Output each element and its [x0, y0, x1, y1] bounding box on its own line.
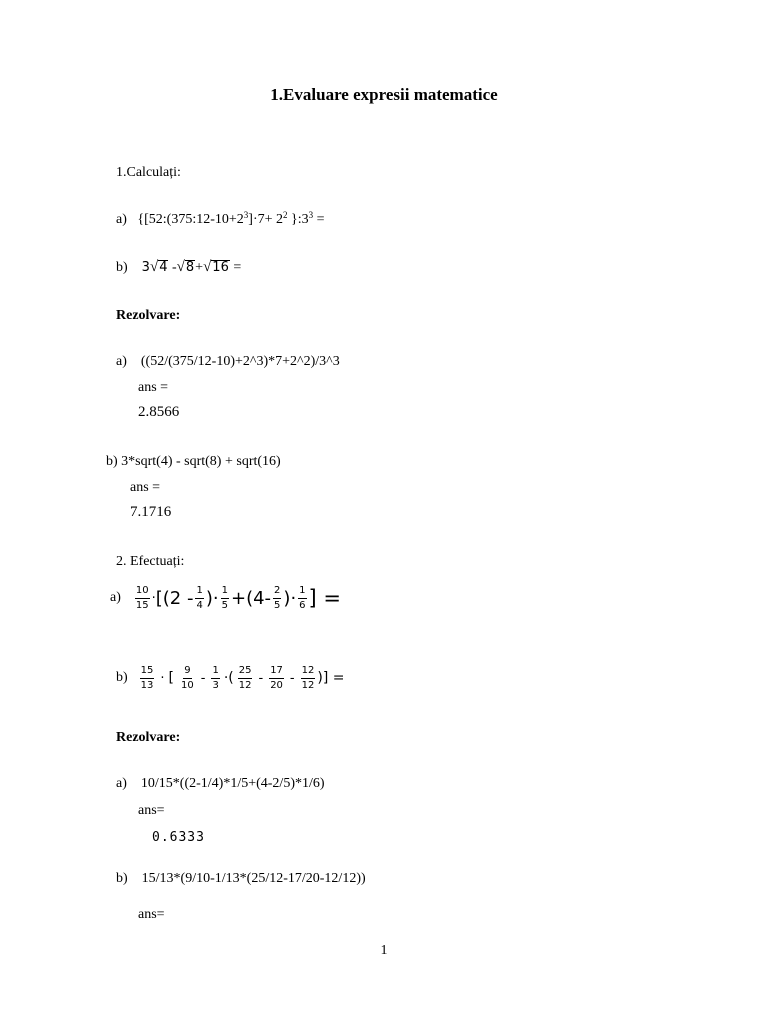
expr-part: ]·7+ 2 [248, 212, 284, 227]
minus-sign: - [171, 260, 177, 275]
fraction [238, 665, 253, 692]
operator: · [160, 670, 165, 686]
fraction [221, 585, 229, 612]
ans-label: ans= [138, 907, 165, 922]
fraction [180, 665, 195, 692]
solution-heading: Rezolvare: [116, 730, 181, 745]
expr-part: {[52:(375:12-10+2 [137, 212, 244, 227]
operator: - [258, 670, 264, 686]
matlab-expression: ((52/(375/12-10)+2^3)*7+2^2)/3^3 [140, 354, 340, 369]
fraction [195, 585, 203, 612]
ans-label: ans= [138, 803, 165, 818]
fraction [211, 665, 219, 692]
expr-part: )· [283, 587, 297, 609]
radical-sign: √ [176, 259, 185, 275]
solution-2b-expression [116, 871, 366, 887]
numerator: 25 [238, 665, 253, 679]
equals-sign: = [316, 212, 325, 227]
exponent: 3 [243, 210, 249, 220]
radicand: 16 [212, 260, 229, 275]
label-b: b) [116, 871, 128, 886]
bracket: [ [168, 670, 175, 686]
denominator: 3 [212, 679, 219, 691]
section2-heading: 2. Efectuați: [116, 554, 185, 569]
coefficient: 3 [141, 260, 150, 275]
denominator: 5 [274, 599, 281, 611]
sqrt-expression [150, 259, 169, 276]
exercise-2a [110, 578, 341, 618]
radical-sign: √ [149, 259, 159, 275]
fraction [269, 665, 284, 692]
radicand: 8 [185, 260, 195, 275]
denominator: 6 [299, 599, 306, 611]
numerator: 10 [135, 585, 150, 599]
label-b: b) [116, 260, 128, 275]
solution-2a-expression [116, 776, 325, 792]
radicand: 4 [159, 260, 168, 275]
denominator: 12 [301, 679, 315, 691]
ans-value: 0.6333 [152, 830, 205, 845]
label-a: a) [116, 212, 127, 227]
matlab-expression: 10/15*((2-1/4)*1/5+(4-2/5)*1/6) [140, 776, 325, 791]
label-b: b) [116, 670, 128, 685]
solution-1b-expression: b) 3*sqrt(4) - sqrt(8) + sqrt(16) [106, 454, 281, 469]
operator: - [200, 670, 206, 686]
plus-sign: + [195, 260, 204, 275]
exercise-2b [116, 658, 344, 698]
operator: · [151, 590, 156, 606]
exercise-1b [116, 259, 241, 276]
fraction [273, 585, 281, 612]
expr-part: ·( [223, 670, 234, 686]
matlab-expression: 15/13*(9/10-1/13*(25/12-17/20-12/12)) [141, 871, 366, 886]
ans-label: ans = [130, 480, 161, 495]
sqrt-expression [177, 259, 196, 276]
denominator: 4 [196, 599, 203, 611]
numerator: 2 [273, 585, 281, 599]
ans-value: 7.1716 [130, 504, 172, 520]
denominator: 12 [238, 679, 252, 691]
denominator: 20 [270, 679, 283, 691]
exponent: 3 [308, 210, 314, 220]
expr-part: )] = [317, 670, 345, 686]
denominator: 13 [140, 679, 154, 691]
equals-sign: = [233, 260, 242, 275]
solution-heading: Rezolvare: [116, 308, 181, 323]
denominator: 15 [135, 599, 149, 611]
radical-sign: √ [203, 259, 212, 275]
expr-part: }:3 [291, 212, 309, 227]
fraction [135, 585, 150, 612]
numerator: 12 [301, 665, 316, 679]
ans-value: 2.8566 [138, 404, 180, 420]
denominator: 10 [181, 679, 194, 691]
numerator: 1 [298, 585, 306, 599]
label-a: a) [116, 776, 127, 791]
expr-part: [(2 - [155, 587, 194, 609]
fraction [301, 665, 316, 692]
expr-part: ] = [308, 586, 342, 610]
numerator: 1 [211, 665, 219, 679]
fraction [298, 585, 306, 612]
page-title: 1.Evaluare expresii matematice [270, 85, 498, 104]
ans-label: ans = [138, 380, 169, 395]
sqrt-expression [203, 259, 230, 276]
expr-part: +(4- [230, 587, 272, 609]
denominator: 5 [221, 599, 228, 611]
exercise-1a [116, 212, 325, 228]
solution-1a-expression [116, 354, 340, 370]
label-a: a) [116, 354, 127, 369]
numerator: 9 [183, 665, 191, 679]
section1-heading: 1.Calculați: [116, 165, 181, 180]
exponent: 2 [283, 210, 288, 220]
numerator: 17 [269, 665, 284, 679]
fraction [140, 665, 155, 692]
expr-part: )· [205, 587, 219, 609]
label-a: a) [110, 590, 121, 605]
numerator: 1 [195, 585, 203, 599]
numerator: 15 [140, 665, 155, 679]
operator: - [289, 670, 295, 686]
numerator: 1 [221, 585, 229, 599]
page-number: 1 [380, 943, 388, 958]
